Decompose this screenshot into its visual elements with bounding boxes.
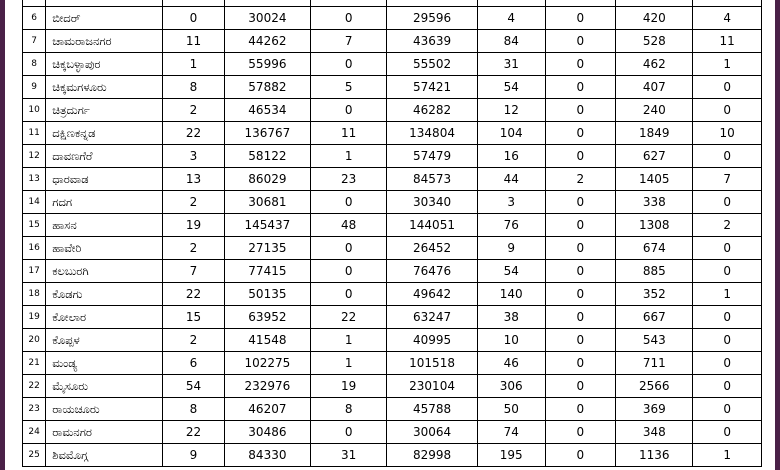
value-cell-6: 0 (545, 352, 616, 375)
value-cell-7: 528 (616, 30, 693, 53)
value-cell-1: 3 (163, 145, 224, 168)
value-cell-7: 420 (616, 7, 693, 30)
value-cell-5: 84 (477, 30, 545, 53)
value-cell-4: 43639 (387, 30, 478, 53)
value-cell-3: 31 (311, 444, 387, 467)
district-name-cell: ಕೋಲಾರ (46, 306, 163, 329)
value-cell-1: 11 (163, 30, 224, 53)
value-cell-2: 41548 (224, 329, 311, 352)
value-cell-5: 44 (477, 168, 545, 191)
value-cell-6: 0 (545, 214, 616, 237)
serial-number-cell: 8 (23, 53, 46, 76)
value-cell-7: 885 (616, 260, 693, 283)
serial-number-cell: 12 (23, 145, 46, 168)
value-cell-5: 76 (477, 214, 545, 237)
serial-number-cell: 19 (23, 306, 46, 329)
value-cell-6: 0 (545, 76, 616, 99)
table-row (23, 122, 762, 145)
serial-number-cell: 24 (23, 421, 46, 444)
value-cell-4: 84573 (387, 168, 478, 191)
value-cell-6: 0 (545, 191, 616, 214)
table-row (23, 237, 762, 260)
value-cell-6: 0 (545, 237, 616, 260)
value-cell-4: 29596 (387, 7, 478, 30)
value-cell-4: 230104 (387, 375, 478, 398)
district-name-cell: ಮಂಡ್ಯ (46, 352, 163, 375)
district-table (22, 0, 762, 467)
value-cell-2: 86029 (224, 168, 311, 191)
value-cell-1: 22 (163, 122, 224, 145)
value-cell-3: 22 (311, 306, 387, 329)
value-cell-5: 38 (477, 306, 545, 329)
value-cell-6: 0 (545, 398, 616, 421)
district-name-cell: ದಕ್ಷಿಣಕನ್ನಡ (46, 122, 163, 145)
value-cell-2: 145437 (224, 214, 311, 237)
value-cell-3: 0 (311, 99, 387, 122)
value-cell-8: 0 (693, 352, 762, 375)
value-cell-2: 27135 (224, 237, 311, 260)
serial-number-cell: 7 (23, 30, 46, 53)
value-cell-5: 54 (477, 260, 545, 283)
table-row (23, 76, 762, 99)
value-cell-8: 1 (693, 444, 762, 467)
table-row (23, 306, 762, 329)
value-cell-2: 55996 (224, 53, 311, 76)
value-cell-3: 0 (311, 421, 387, 444)
value-cell-7: 352 (616, 283, 693, 306)
district-name-cell: ಕೊಪ್ಪಳ (46, 329, 163, 352)
table-row (23, 7, 762, 30)
district-name-cell: ಚಾಮರಾಜನಗರ (46, 30, 163, 53)
table-row (23, 329, 762, 352)
value-cell-8: 0 (693, 329, 762, 352)
value-cell-6: 0 (545, 306, 616, 329)
serial-number-cell: 10 (23, 99, 46, 122)
value-cell-4: 26452 (387, 237, 478, 260)
value-cell-4: 55502 (387, 53, 478, 76)
value-cell-6: 0 (545, 260, 616, 283)
value-cell-4: 45788 (387, 398, 478, 421)
value-cell-8: 1 (693, 283, 762, 306)
district-name-cell: ಮೈಸೂರು (46, 375, 163, 398)
value-cell-1: 54 (163, 375, 224, 398)
value-cell-7: 462 (616, 53, 693, 76)
value-cell-6: 0 (545, 375, 616, 398)
value-cell-3: 7 (311, 30, 387, 53)
value-cell-1: 2 (163, 329, 224, 352)
value-cell-6: 0 (545, 122, 616, 145)
table-row (23, 444, 762, 467)
value-cell-2: 63952 (224, 306, 311, 329)
value-cell-2: 30681 (224, 191, 311, 214)
value-cell-5: 10 (477, 329, 545, 352)
value-cell-7: 2566 (616, 375, 693, 398)
value-cell-8: 0 (693, 237, 762, 260)
value-cell-3: 19 (311, 375, 387, 398)
value-cell-8: 0 (693, 145, 762, 168)
value-cell-2: 136767 (224, 122, 311, 145)
value-cell-8: 0 (693, 191, 762, 214)
value-cell-1: 2 (163, 237, 224, 260)
value-cell-7: 407 (616, 76, 693, 99)
table-row (23, 168, 762, 191)
value-cell-7: 338 (616, 191, 693, 214)
value-cell-6: 0 (545, 329, 616, 352)
value-cell-8: 0 (693, 260, 762, 283)
value-cell-5: 54 (477, 76, 545, 99)
value-cell-6: 0 (545, 30, 616, 53)
value-cell-7: 1136 (616, 444, 693, 467)
value-cell-7: 369 (616, 398, 693, 421)
value-cell-4: 40995 (387, 329, 478, 352)
district-name-cell: ಬೀದರ್ (46, 7, 163, 30)
value-cell-7: 667 (616, 306, 693, 329)
value-cell-6: 0 (545, 145, 616, 168)
value-cell-7: 1405 (616, 168, 693, 191)
value-cell-5: 4 (477, 7, 545, 30)
value-cell-8: 1 (693, 53, 762, 76)
value-cell-7: 1849 (616, 122, 693, 145)
table-row (23, 191, 762, 214)
value-cell-6: 0 (545, 7, 616, 30)
serial-number-cell: 11 (23, 122, 46, 145)
district-name-cell: ಗದಗ (46, 191, 163, 214)
serial-number-cell: 23 (23, 398, 46, 421)
value-cell-3: 0 (311, 260, 387, 283)
value-cell-5: 16 (477, 145, 545, 168)
district-name-cell: ಧಾರವಾಡ (46, 168, 163, 191)
value-cell-2: 57882 (224, 76, 311, 99)
value-cell-3: 1 (311, 329, 387, 352)
serial-number-cell: 21 (23, 352, 46, 375)
value-cell-2: 58122 (224, 145, 311, 168)
value-cell-1: 6 (163, 352, 224, 375)
district-name-cell: ಹಾವೇರಿ (46, 237, 163, 260)
value-cell-8: 0 (693, 76, 762, 99)
value-cell-3: 0 (311, 53, 387, 76)
table-row (23, 99, 762, 122)
serial-number-cell: 13 (23, 168, 46, 191)
district-name-cell: ಚಿಕ್ಕಬಳ್ಳಾಪುರ (46, 53, 163, 76)
value-cell-5: 31 (477, 53, 545, 76)
serial-number-cell: 22 (23, 375, 46, 398)
value-cell-1: 8 (163, 76, 224, 99)
value-cell-6: 2 (545, 168, 616, 191)
value-cell-3: 5 (311, 76, 387, 99)
serial-number-cell: 25 (23, 444, 46, 467)
value-cell-7: 674 (616, 237, 693, 260)
value-cell-1: 22 (163, 283, 224, 306)
value-cell-7: 240 (616, 99, 693, 122)
table-row (23, 352, 762, 375)
value-cell-4: 46282 (387, 99, 478, 122)
value-cell-8: 10 (693, 122, 762, 145)
value-cell-5: 46 (477, 352, 545, 375)
table-row (23, 398, 762, 421)
value-cell-1: 1 (163, 53, 224, 76)
district-name-cell: ಕೊಡಗು (46, 283, 163, 306)
value-cell-7: 348 (616, 421, 693, 444)
value-cell-4: 82998 (387, 444, 478, 467)
value-cell-7: 627 (616, 145, 693, 168)
value-cell-8: 7 (693, 168, 762, 191)
value-cell-4: 144051 (387, 214, 478, 237)
value-cell-8: 0 (693, 398, 762, 421)
table-row (23, 375, 762, 398)
value-cell-5: 104 (477, 122, 545, 145)
value-cell-1: 2 (163, 99, 224, 122)
value-cell-5: 9 (477, 237, 545, 260)
district-name-cell: ರಾಮನಗರ (46, 421, 163, 444)
value-cell-7: 1308 (616, 214, 693, 237)
district-name-cell: ದಾವಣಗೆರೆ (46, 145, 163, 168)
value-cell-1: 8 (163, 398, 224, 421)
serial-number-cell: 15 (23, 214, 46, 237)
value-cell-4: 30064 (387, 421, 478, 444)
value-cell-6: 0 (545, 421, 616, 444)
district-name-cell: ಚಿಕ್ಕಮಗಳೂರು (46, 76, 163, 99)
value-cell-5: 140 (477, 283, 545, 306)
table-body (23, 0, 762, 467)
serial-number-cell: 6 (23, 7, 46, 30)
table-row (23, 145, 762, 168)
value-cell-1: 2 (163, 191, 224, 214)
serial-number-cell: 14 (23, 191, 46, 214)
table-row (23, 260, 762, 283)
table-row (23, 214, 762, 237)
value-cell-6: 0 (545, 53, 616, 76)
value-cell-5: 12 (477, 99, 545, 122)
value-cell-1: 22 (163, 421, 224, 444)
value-cell-3: 23 (311, 168, 387, 191)
value-cell-2: 44262 (224, 30, 311, 53)
serial-number-cell: 9 (23, 76, 46, 99)
value-cell-7: 711 (616, 352, 693, 375)
value-cell-2: 30486 (224, 421, 311, 444)
value-cell-4: 49642 (387, 283, 478, 306)
value-cell-6: 0 (545, 444, 616, 467)
serial-number-cell: 18 (23, 283, 46, 306)
serial-number-cell: 20 (23, 329, 46, 352)
value-cell-2: 46207 (224, 398, 311, 421)
value-cell-4: 101518 (387, 352, 478, 375)
value-cell-4: 134804 (387, 122, 478, 145)
value-cell-2: 102275 (224, 352, 311, 375)
value-cell-1: 0 (163, 7, 224, 30)
value-cell-3: 0 (311, 237, 387, 260)
value-cell-2: 46534 (224, 99, 311, 122)
table-row (23, 283, 762, 306)
value-cell-6: 0 (545, 283, 616, 306)
value-cell-3: 1 (311, 352, 387, 375)
value-cell-1: 15 (163, 306, 224, 329)
value-cell-3: 0 (311, 7, 387, 30)
value-cell-5: 195 (477, 444, 545, 467)
value-cell-1: 13 (163, 168, 224, 191)
value-cell-2: 84330 (224, 444, 311, 467)
value-cell-8: 2 (693, 214, 762, 237)
district-name-cell: ಕಲಬುರಗಿ (46, 260, 163, 283)
value-cell-3: 48 (311, 214, 387, 237)
value-cell-3: 0 (311, 191, 387, 214)
value-cell-8: 0 (693, 421, 762, 444)
value-cell-4: 57479 (387, 145, 478, 168)
table-row (23, 30, 762, 53)
district-name-cell: ರಾಯಚೂರು (46, 398, 163, 421)
value-cell-3: 1 (311, 145, 387, 168)
value-cell-2: 232976 (224, 375, 311, 398)
district-name-cell: ಚಿತ್ರದುರ್ಗ (46, 99, 163, 122)
value-cell-3: 0 (311, 283, 387, 306)
value-cell-1: 9 (163, 444, 224, 467)
value-cell-3: 11 (311, 122, 387, 145)
value-cell-8: 11 (693, 30, 762, 53)
value-cell-8: 4 (693, 7, 762, 30)
district-name-cell: ಹಾಸನ (46, 214, 163, 237)
value-cell-1: 19 (163, 214, 224, 237)
value-cell-4: 30340 (387, 191, 478, 214)
value-cell-2: 30024 (224, 7, 311, 30)
value-cell-5: 74 (477, 421, 545, 444)
value-cell-8: 0 (693, 99, 762, 122)
value-cell-4: 57421 (387, 76, 478, 99)
serial-number-cell: 16 (23, 237, 46, 260)
value-cell-1: 7 (163, 260, 224, 283)
value-cell-2: 77415 (224, 260, 311, 283)
value-cell-7: 543 (616, 329, 693, 352)
table-row (23, 421, 762, 444)
district-name-cell: ಶಿವಮೊಗ್ಗ (46, 444, 163, 467)
value-cell-8: 0 (693, 306, 762, 329)
value-cell-5: 3 (477, 191, 545, 214)
serial-number-cell: 17 (23, 260, 46, 283)
value-cell-3: 8 (311, 398, 387, 421)
value-cell-5: 306 (477, 375, 545, 398)
value-cell-8: 0 (693, 375, 762, 398)
value-cell-4: 63247 (387, 306, 478, 329)
table-row (23, 53, 762, 76)
value-cell-4: 76476 (387, 260, 478, 283)
value-cell-5: 50 (477, 398, 545, 421)
value-cell-6: 0 (545, 99, 616, 122)
value-cell-2: 50135 (224, 283, 311, 306)
